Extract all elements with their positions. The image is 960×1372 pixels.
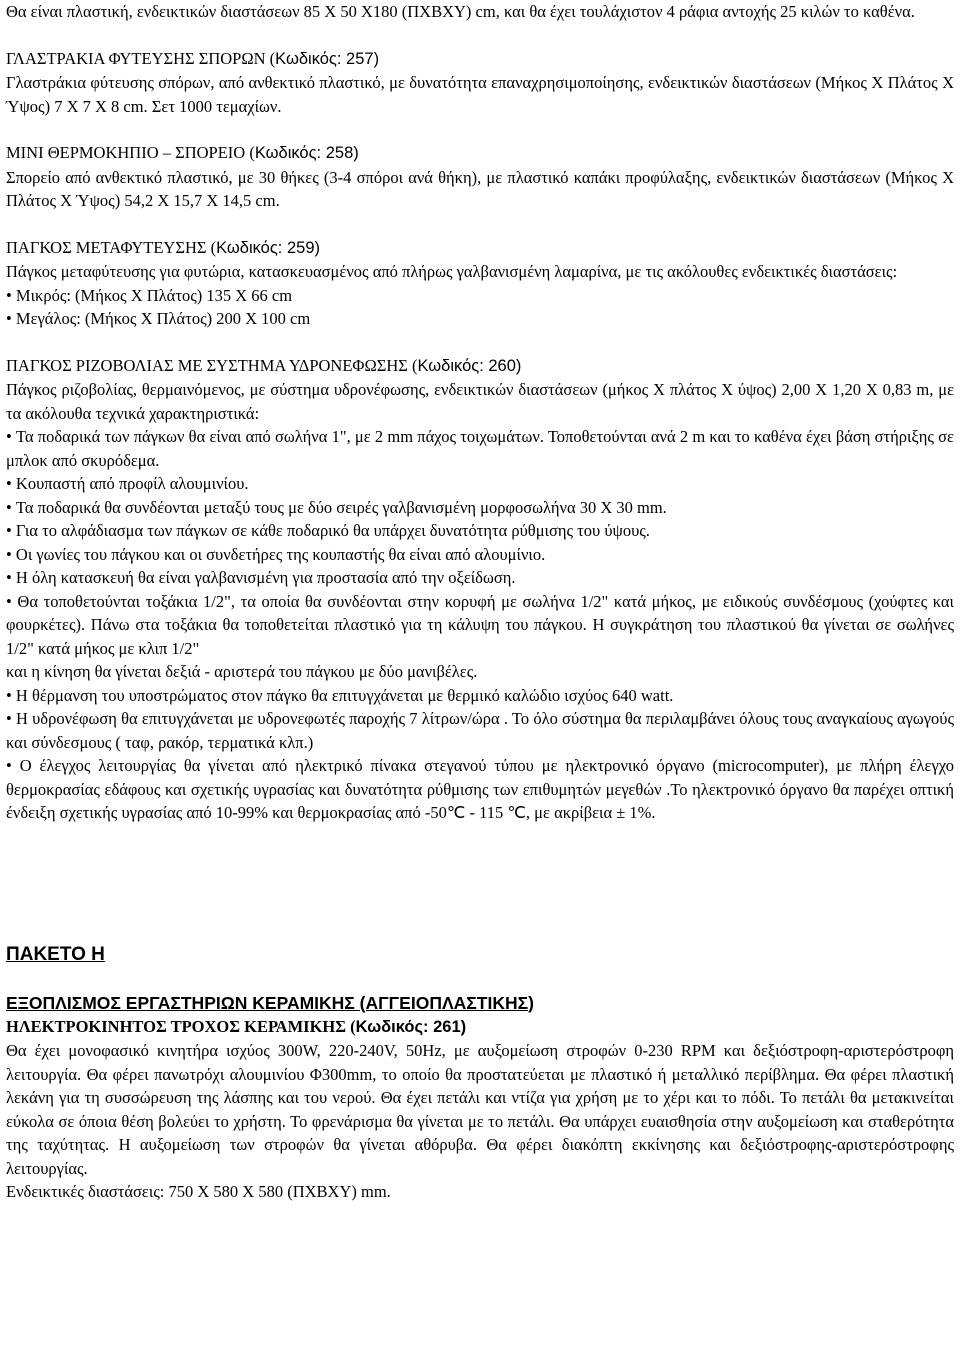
- list-item: • Τα ποδαρικά θα συνδέονται μεταξύ τους με δύο σειρές γαλβανισμένη μορφοσωλήνα 30 Χ 30 mm.: [6, 496, 954, 520]
- section-257-heading: [6, 47, 954, 72]
- section-259-body: Πάγκος μεταφύτευσης για φυτώρια, κατασκευασμένος από πλήρως γαλβανισμένη λαμαρίνα, με τις ακόλουθες ενδεικτικές διαστάσεις:: [6, 262, 898, 281]
- section-257-code: Κωδικός: 257): [275, 49, 380, 68]
- list-item-continuation: και η κίνηση θα γίνεται δεξιά - αριστερά του πάγκου με δύο μανιβέλες.: [6, 662, 478, 681]
- list-item: • Η υδρονέφωση θα επιτυγχάνεται με υδρονεφωτές παροχής 7 λίτρων/ώρα . Το όλο σύστημα θα περιλαμβάνει όλους τους αναγκαίους αγωγούς και σύνδεσμους ( ταφ, ρακόρ, τερματικά κλπ.): [6, 707, 954, 754]
- list-item: • Οι γωνίες του πάγκου και οι συνδετήρες της κουπαστής θα είναι από αλουμίνιο.: [6, 543, 954, 567]
- section-259-heading: [6, 236, 954, 261]
- section-261-dimensions: Ενδεικτικές διαστάσεις: 750 Χ 580 Χ 580 (ΠΧΒΧΥ) mm.: [6, 1182, 391, 1201]
- section-260: [6, 354, 954, 825]
- section-261-code: Κωδικός: 261): [355, 1017, 467, 1036]
- intro-paragraph: Θα είναι πλαστική, ενδεικτικών διαστάσεων 85 Χ 50 Χ180 (ΠΧΒΧΥ) cm, και θα έχει τουλάχιστον 4 ράφια αντοχής 25 κιλών το καθένα.: [6, 2, 915, 21]
- list-item: • Η όλη κατασκευή θα είναι γαλβανισμένη για προστασία από την οξείδωση.: [6, 566, 954, 590]
- list-item: • Κουπαστή από προφίλ αλουμινίου.: [6, 472, 954, 496]
- list-item: • Θα τοποθετούνται τοξάκια 1/2", τα οποία θα συνδέονται στην κορυφή με σωλήνα 1/2" κατά μήκος, με ειδικούς συνδέσμους (χούφτες και φουρκέτες). Πάνω στα τοξάκια θα τοποθετείται πλαστικό για τη κάλυψη του πάγκου. Η συγκράτηση του πλαστικού θα γίνεται σε σωλήνες 1/2" κατά μήκος με κλιπ 1/2": [6, 590, 954, 661]
- section-260-title: ΠΑΓΚΟΣ ΡΙΖΟΒΟΛΙΑΣ ΜΕ ΣΥΣΤΗΜΑ ΥΔΡΟΝΕΦΩΣΗΣ (: [6, 355, 418, 375]
- ceramics-title-text: ΕΞΟΠΛΙΣΜΟΣ ΕΡΓΑΣΤΗΡΙΩΝ ΚΕΡΑΜΙΚΗΣ (ΑΓΓΕΙΟΠΛΑΣΤΙΚΗΣ: [6, 992, 529, 1013]
- section-261-heading: [6, 1015, 954, 1040]
- ceramics-title: [6, 991, 954, 1015]
- section-258-title: ΜΙΝΙ ΘΕΡΜΟΚΗΠΙΟ – ΣΠΟΡΕΙΟ (: [6, 143, 255, 162]
- section-258-heading: [6, 141, 954, 166]
- list-item: • Μεγάλος: (Μήκος Χ Πλάτος) 200 Χ 100 cm: [6, 307, 954, 331]
- list-item: • Η θέρμανση του υποστρώματος στον πάγκο θα επιτυγχάνεται με θερμικό καλώδιο ισχύος 640 watt.: [6, 684, 954, 708]
- section-260-body: Πάγκος ριζοβολίας, θερμαινόμενος, με σύστημα υδρονέφωσης, ενδεικτικών διαστάσεων (μήκος Χ πλάτος Χ ύψος) 2,00 Χ 1,20 Χ 0,83 m, με τα ακόλουθα τεχνικά χαρακτηριστικά:: [6, 380, 954, 423]
- section-259-title: ΠΑΓΚΟΣ ΜΕΤΑΦΥΤΕΥΣΗΣ (: [6, 237, 217, 257]
- section-259-code: Κωδικός: 259): [216, 238, 321, 257]
- section-259: [6, 236, 954, 331]
- section-261-title: ΗΛΕΚΤΡΟΚΙΝΗΤΟΣ ΤΡΟΧΟΣ ΚΕΡΑΜΙΚΗΣ (: [6, 1016, 356, 1036]
- list-item: • Τα ποδαρικά των πάγκων θα είναι από σωλήνα 1", με 2 mm πάχος τοιχωμάτων. Τοποθετούνται ανά 2 m και το καθένα έχει βάση στήριξης σε μπλοκ από σκυρόδεμα.: [6, 425, 954, 472]
- list-item: • Για το αλφάδιασμα των πάγκων σε κάθε ποδαρικό θα υπάρχει δυνατότητα ρύθμισης του ύψους.: [6, 519, 954, 543]
- list-item: • Ο έλεγχος λειτουργίας θα γίνεται από ηλεκτρικό πίνακα στεγανού τύπου με ηλεκτρονικό όργανο (microcomputer), με πλήρη έλεγχο θερμοκρασίας εδάφους και σχετικής υγρασίας και δυνατότητα ρύθμισης των επιθυμητών μεγεθών .Το ηλεκτρονικό όργανο θα παρέχει οπτική ένδειξη σχετικής υγρασίας από 10-99% και θερμοκρασίας από -50℃ - 115 ℃, με ακρίβεια ± 1%.: [6, 754, 954, 825]
- section-257-title: ΓΛΑΣΤΡΑΚΙΑ ΦΥΤΕΥΣΗΣ ΣΠΟΡΩΝ (: [6, 48, 276, 68]
- section-258: [6, 141, 954, 213]
- section-257-body: Γλαστράκια φύτευσης σπόρων, από ανθεκτικό πλαστικό, με δυνατότητα επαναχρησιμοποίησης, ενδεικτικών διαστάσεων (Μήκος Χ Πλάτος Χ Ύψος) 7 Χ 7 Χ 8 cm. Σετ 1000 τεμαχίων.: [6, 73, 954, 116]
- section-260-heading: [6, 354, 954, 379]
- section-257: [6, 47, 954, 119]
- list-item: • Μικρός: (Μήκος Χ Πλάτος) 135 Χ 66 cm: [6, 284, 954, 308]
- section-258-body: Σπορείο από ανθεκτικό πλαστικό, με 30 θήκες (3-4 σπόροι ανά θήκη), με πλαστικό καπάκι προφύλαξης, ενδεικτικών διαστάσεων (Μήκος Χ Πλάτος Χ Ύψος) 54,2 Χ 15,7 Χ 14,5 cm.: [6, 167, 954, 210]
- section-258-code: Κωδικός: 258): [254, 144, 359, 162]
- document-page: [6, 0, 954, 1204]
- section-261-body: Θα έχει μονοφασικό κινητήρα ισχύος 300W, 220-240V, 50Hz, με αυξομείωση στροφών 0-230 RPM και δεξιόστροφη-αριστερόστροφη λειτουργία. Θα φέρει πανωτρόχι αλουμινίου Φ300mm, το οποίο θα προστατεύεται με πλαστικό ή μεταλλικό περίβλημα. Θα φέρει πλαστική λεκάνη για τη συσσώρευση της λάσπης και του νερού. Θα έχει πετάλι και ντίζα για χρήση με το χέρι και το πόδι. Το πετάλι θα μετακινείται εύκολα σε όποια θέση βολεύει το χρήστη. Το φρενάρισμα θα γίνεται με το πετάλι. Θα υπάρχει ευαισθησία στην αυξομείωση και σταθερότητα της ταχύτητας. Η αυξομείωση των στροφών θα γίνεται αθόρυβα. Θα φέρει διακόπτη εκκίνησης και δεξιόστροφης-αριστερόστροφης λειτουργίας.: [6, 1041, 954, 1178]
- ceramics-title-close: ): [528, 992, 534, 1013]
- package-title: ΠΑΚΕΤΟ Η: [6, 943, 105, 965]
- section-260-code: Κωδικός: 260): [417, 356, 522, 375]
- section-261: [6, 1015, 954, 1204]
